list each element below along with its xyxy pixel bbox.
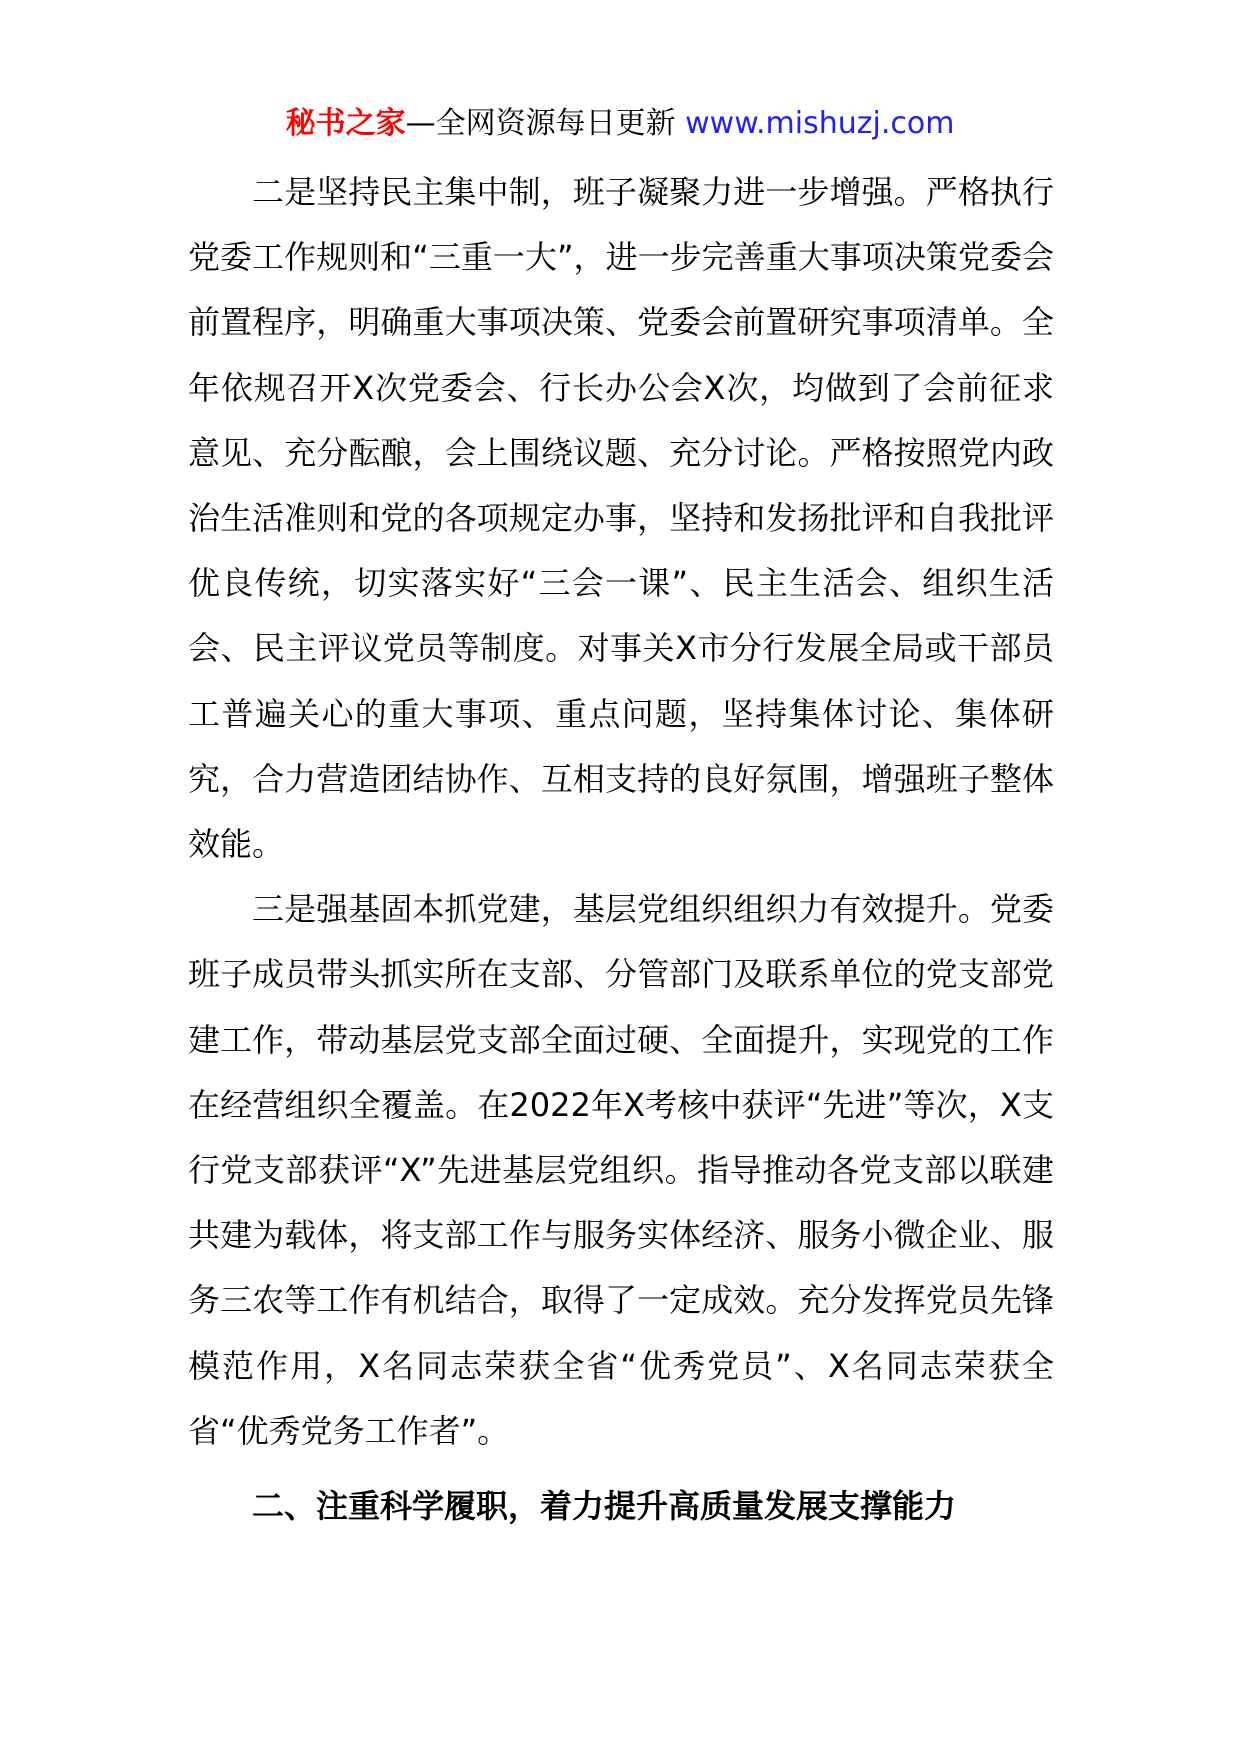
document-body xyxy=(188,160,1054,1539)
paragraph-2: 三是强基固本抓党建，基层党组织组织力有效提升。党委班子成员带头抓实所在支部、分管部门及联系单位的党支部党建工作，带动基层党支部全面过硬、全面提升，实现党的工作在经营组织全覆盖。在2022年X考核中获评“先进”等次，X支行党支部获评“X”先进基层党组织。指导推动各党支部以联建共建为载体，将支部工作与服务实体经济、服务小微企业、服务三农等工作有机结合，取得了一定成效。充分发挥党员先锋模范作用，X名同志荣获全省“优秀党员”、X名同志荣获全省“优秀党务工作者”。 xyxy=(188,890,1054,1450)
header-brand: 秘书之家 xyxy=(285,106,406,141)
header-url[interactable]: www.mishuzj.com xyxy=(685,106,955,141)
section-heading: 二、注重科学履职，着力提升高质量发展支撑能力 xyxy=(252,1487,957,1526)
header-tagline: —全网资源每日更新 xyxy=(405,106,686,141)
paragraph-1: 二是坚持民主集中制，班子凝聚力进一步增强。严格执行党委工作规则和“三重一大”，进一步完善重大事项决策党委会前置程序，明确重大事项决策、党委会前置研究事项清单。全年依规召开X次党委会、行长办公会X次，均做到了会前征求意见、充分酝酿，会上围绕议题、充分讨论。严格按照党内政治生活准则和党的各项规定办事，坚持和发扬批评和自我批评优良传统，切实落实好“三会一课”、民主生活会、组织生活会、民主评议党员等制度。对事关X市分行发展全局或干部员工普遍关心的重大事项、重点问题，坚持集体讨论、集体研究，合力营造团结协作、互相支持的良好氛围，增强班子整体效能。 xyxy=(188,173,1054,864)
watermark-header xyxy=(0,102,1240,146)
